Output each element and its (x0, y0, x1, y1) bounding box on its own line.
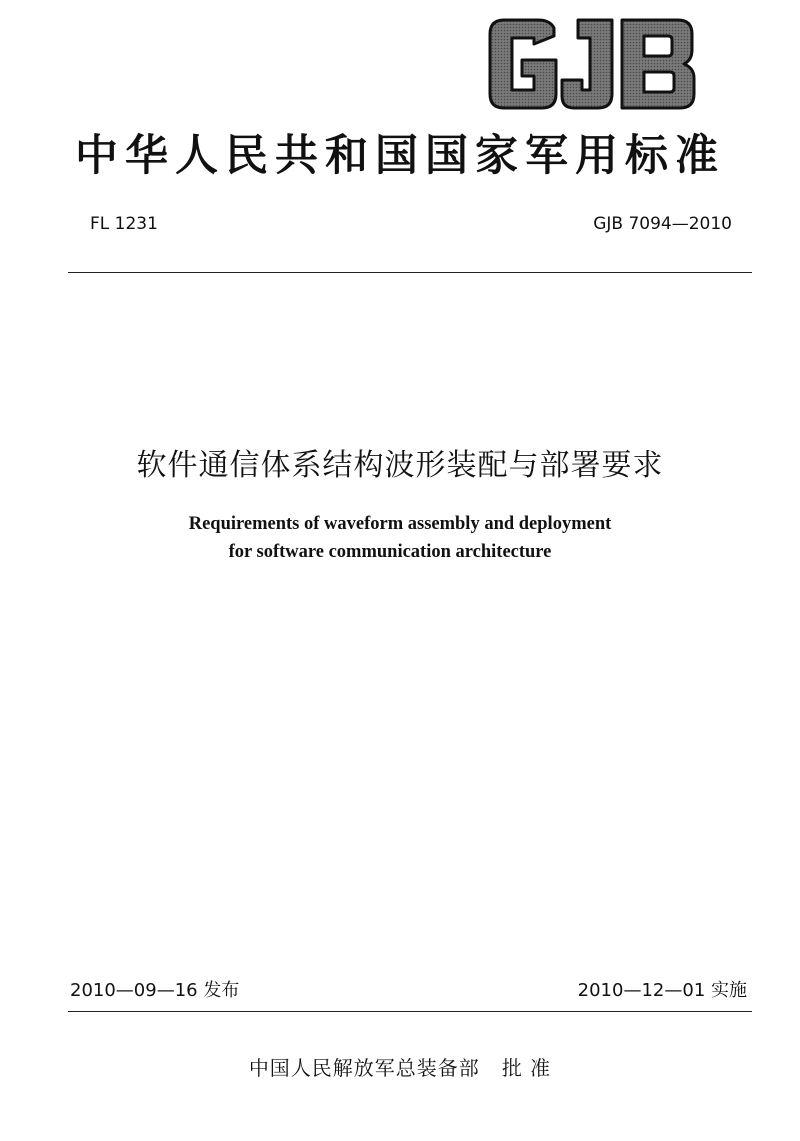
chinese-title: 软件通信体系结构波形装配与部署要求 (136, 448, 664, 483)
issue-date: 2010—09—16 发布 (70, 980, 240, 1001)
english-title-line-1: Requirements of waveform assembly and deployment (188, 514, 612, 534)
approver-line (0, 1052, 800, 1081)
bottom-divider (68, 1011, 752, 1012)
gjb-logo (482, 14, 702, 116)
approval-label: 批 准 (501, 1056, 552, 1080)
english-title-line-2: for software communication architecture (228, 542, 552, 562)
implementation-date: 2010—12—01 实施 (577, 980, 747, 1001)
org-title: 中华人民共和国国家军用标准 (75, 131, 725, 181)
top-divider (68, 272, 752, 273)
approver-name: 中国人民解放军总装备部 (248, 1056, 480, 1080)
classification-code: FL 1231 (90, 214, 158, 234)
standard-number: GJB 7094—2010 (593, 214, 732, 234)
